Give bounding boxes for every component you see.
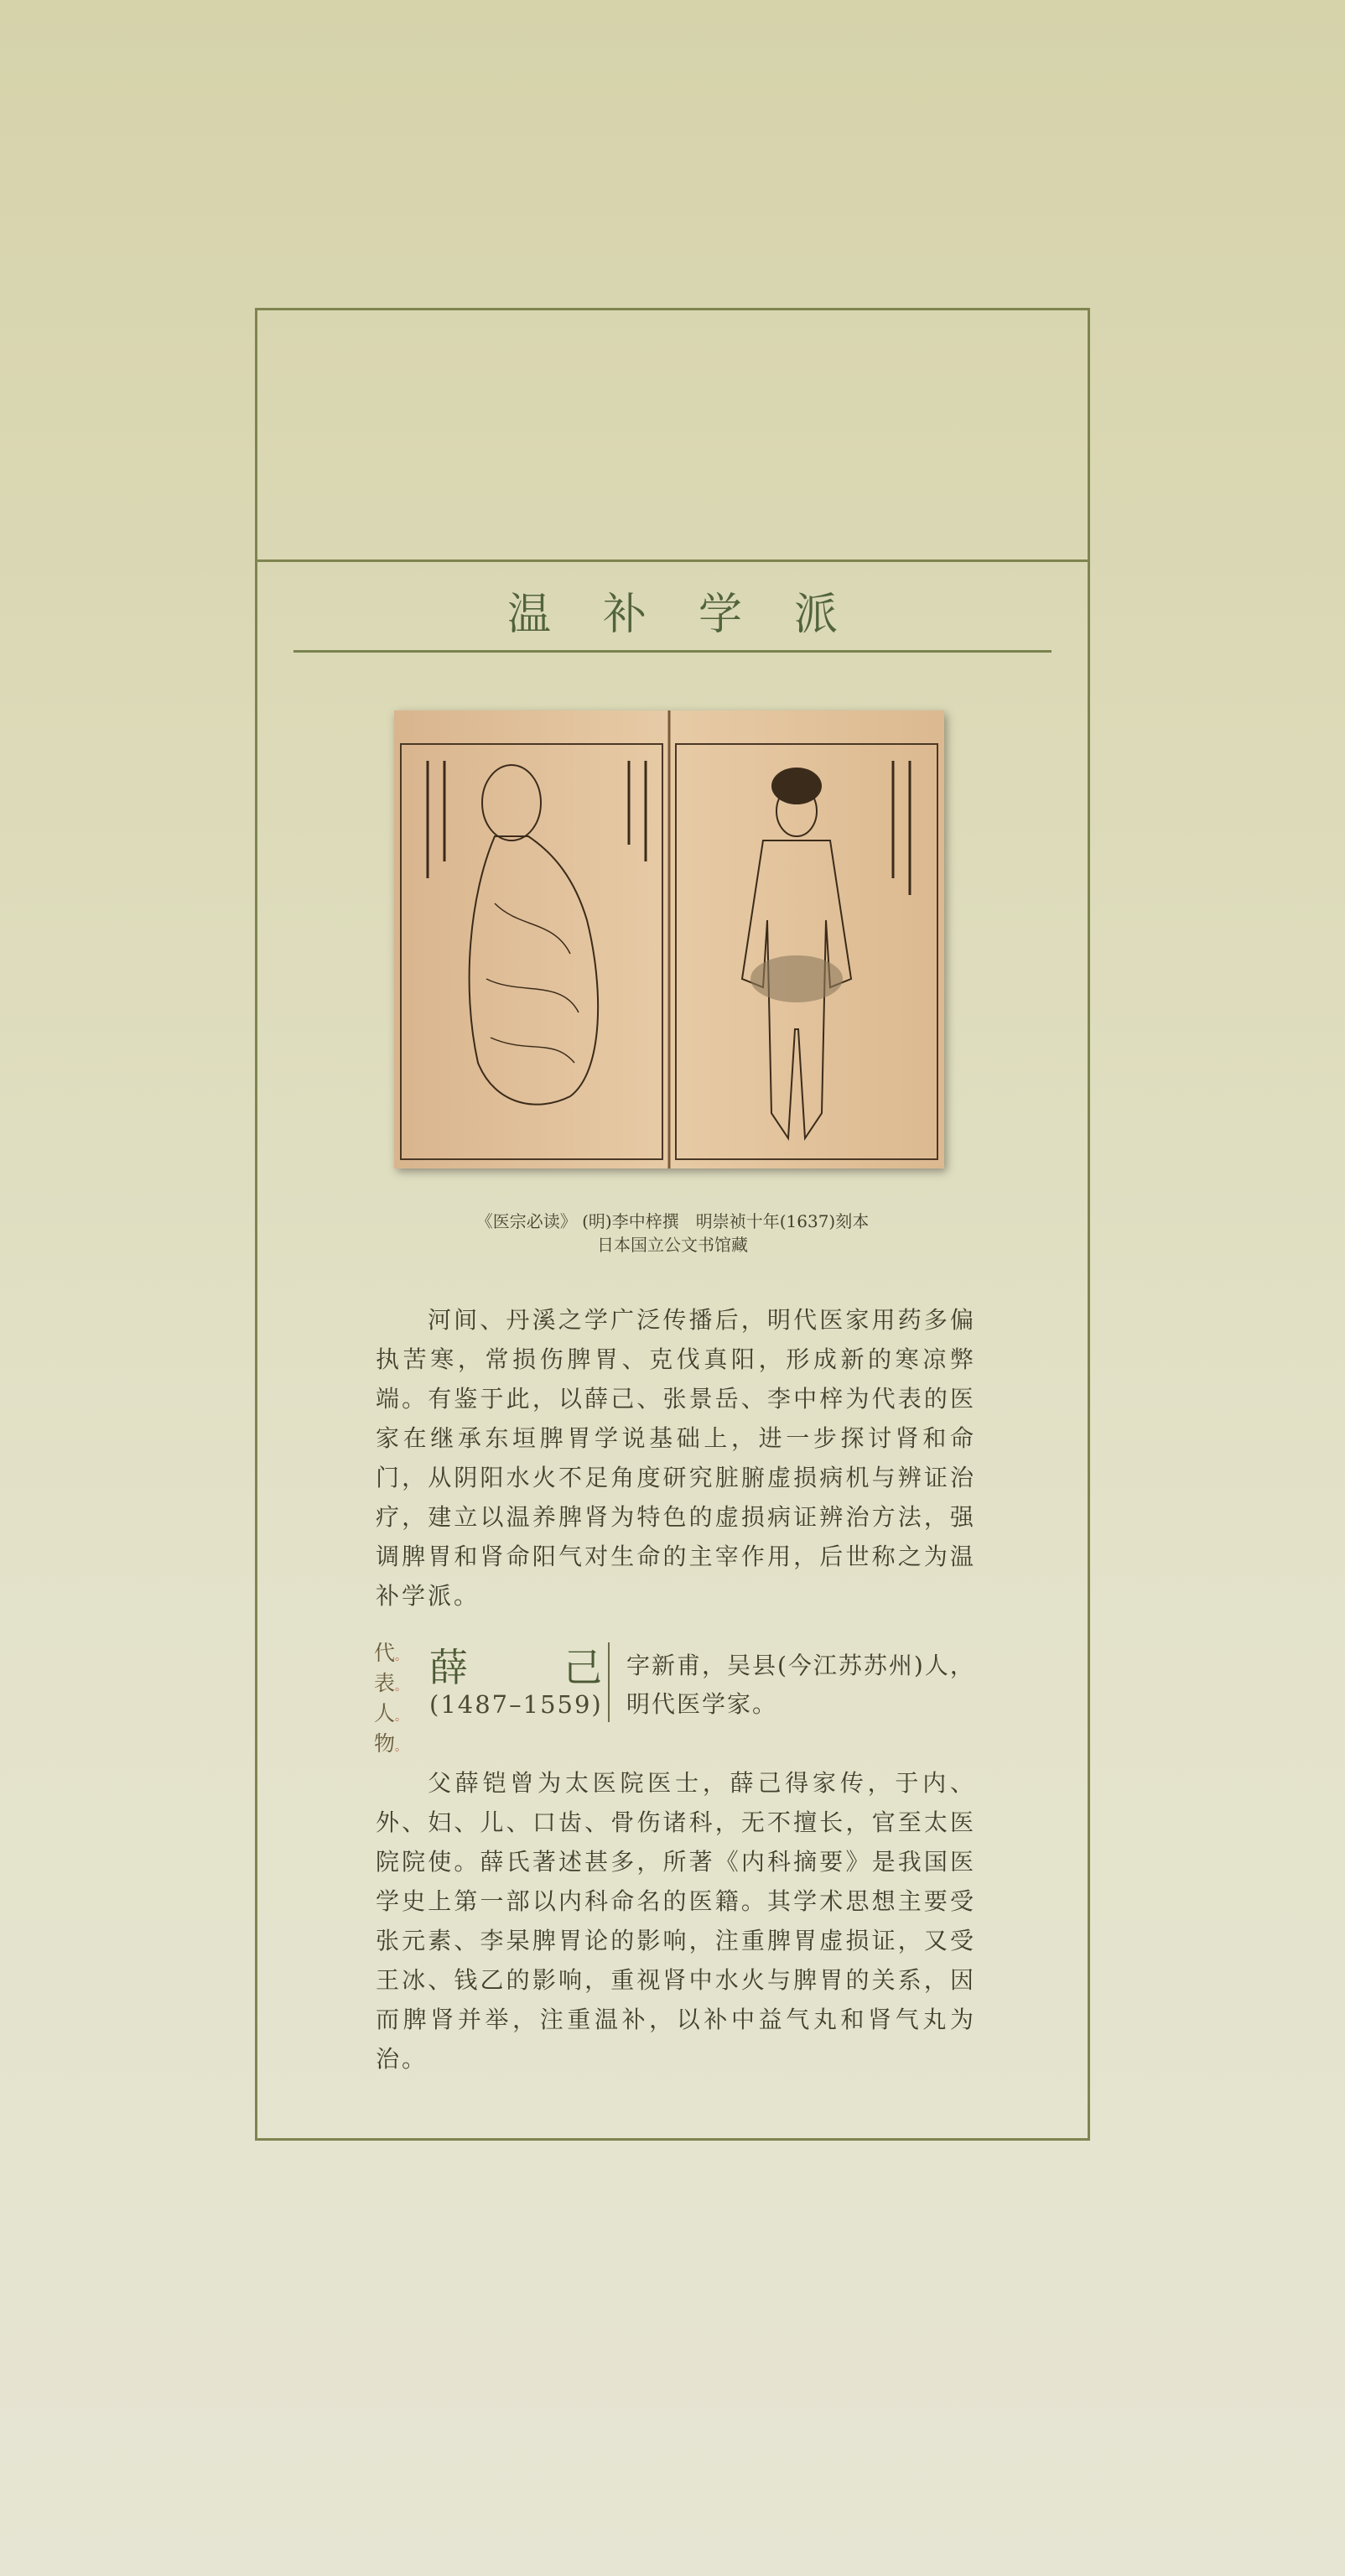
- exhibit-panel: [255, 308, 1090, 2141]
- person-name-char: 薛: [429, 1645, 471, 1690]
- person-description: 父薛铠曾为太医院医士，薛己得家传，于内、外、妇、儿、口齿、骨伤诸科，无不擅长，官至太医院院使。薛氏著述甚多，所著《内科摘要》是我国医学史上第一部以内科命名的医籍。其学术思想主要受张元素、李杲脾胃论的影响，注重脾胃虚损证，又受王冰、钱乙的影响，重视肾中水火与脾胃的关系，因而脾肾并举，注重温补，以补中益气丸和肾气丸为治。: [376, 1769, 976, 2073]
- page-title: 温补学派: [506, 590, 890, 640]
- label-char: 代: [374, 1641, 396, 1665]
- figure-caption-line1: 《医宗必读》 (明)李中梓撰 明崇祯十年(1637)刻本: [475, 1211, 870, 1231]
- representative-label: 代。 表。 人。 物。: [374, 1641, 408, 1756]
- label-char: 表: [374, 1671, 396, 1695]
- anatomy-woodblock-image: [394, 710, 944, 1168]
- person-name: [429, 1637, 605, 1693]
- person-name-char: 己: [563, 1645, 605, 1690]
- panel-divider: [257, 559, 1088, 562]
- brief-line: 字新甫，吴县(今江苏苏州)人，: [626, 1652, 975, 1679]
- book-illustration: [394, 710, 944, 1168]
- person-dates: (1487–1559): [429, 1690, 603, 1719]
- figure-caption-line2: 日本国立公文书馆藏: [597, 1235, 748, 1255]
- title-rule: [293, 650, 1052, 653]
- intro-paragraph: 河间、丹溪之学广泛传播后，明代医家用药多偏执苦寒，常损伤脾胃、克伐真阳，形成新的寒凉弊端。有鉴于此，以薛己、张景岳、李中梓为代表的医家在继承东垣脾胃学说基础上，进一步探讨肾和命门，从阴阳水火不足角度研究脏腑虚损病机与辨证治疗，建立以温养脾肾为特色的虚损病证辨治方法，强调脾胃和肾命阳气对生命的主宰作用，后世称之为温补学派。: [376, 1306, 976, 1610]
- name-divider: [608, 1642, 610, 1722]
- label-char: 物: [374, 1731, 396, 1756]
- label-char: 人: [374, 1701, 396, 1725]
- brief-line: 明代医学家。: [626, 1690, 778, 1718]
- person-brief: [626, 1647, 987, 1724]
